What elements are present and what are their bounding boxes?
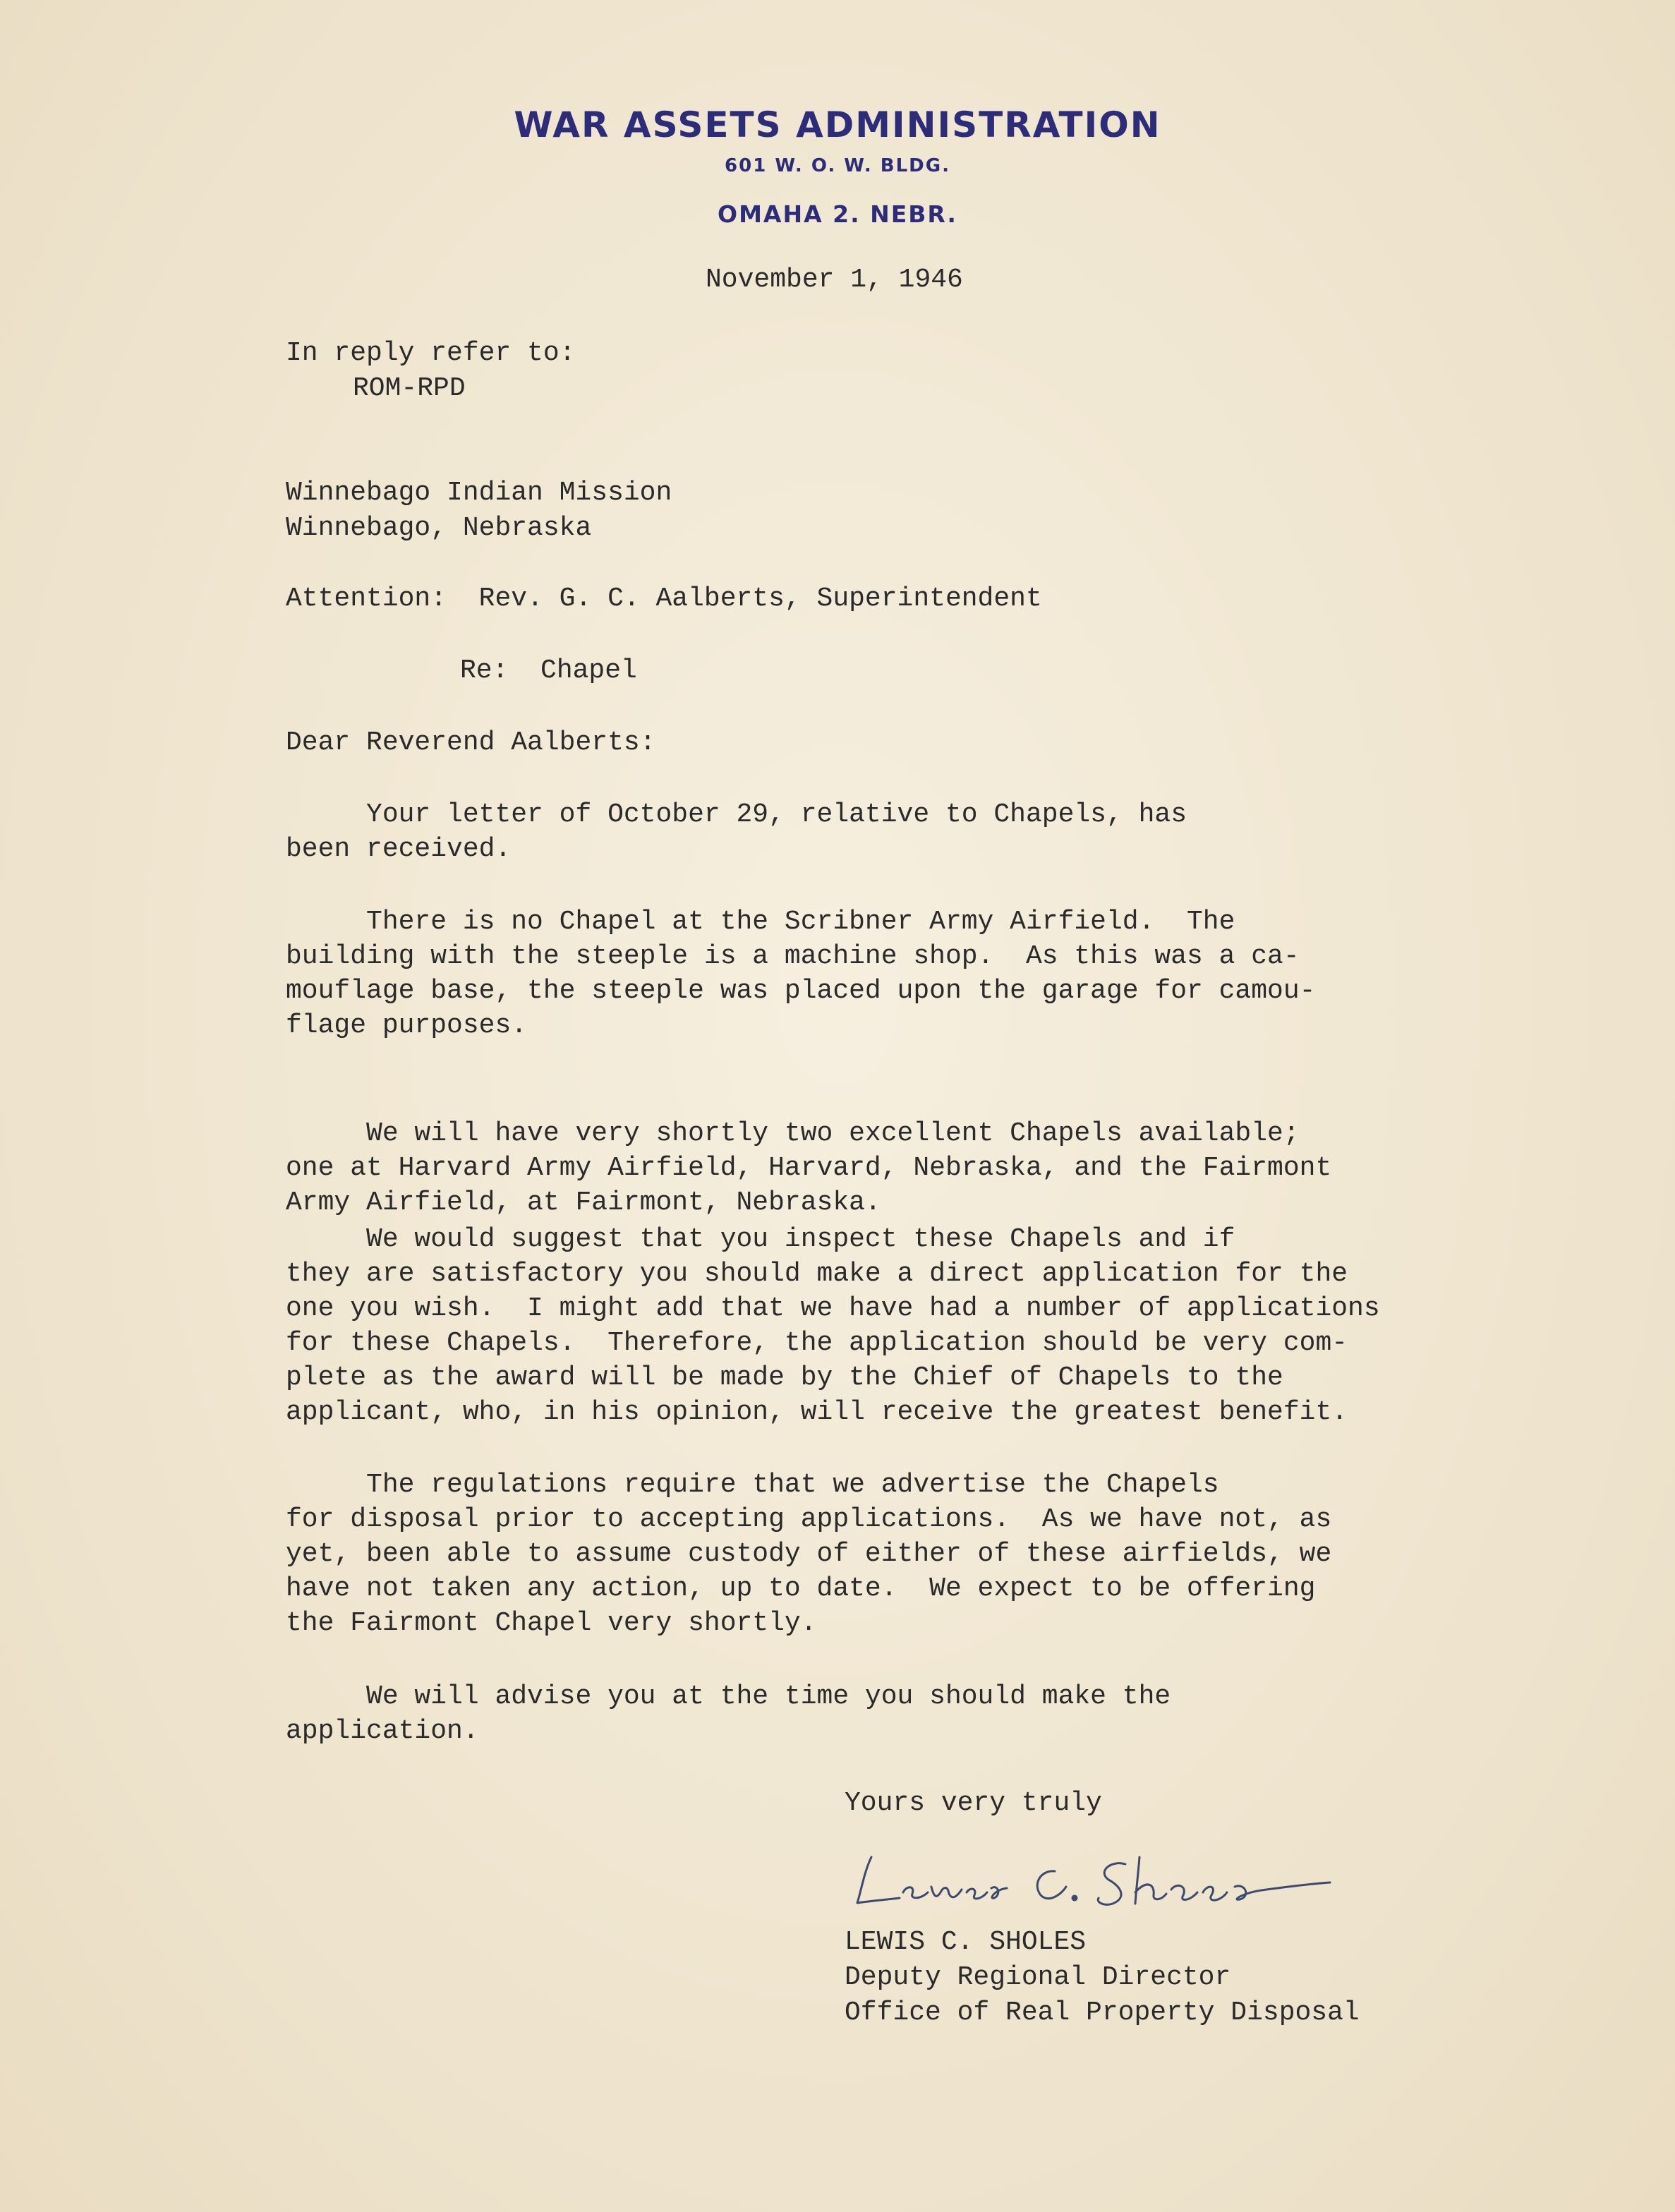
body-line: the Fairmont Chapel very shortly. bbox=[286, 1608, 817, 1638]
body-paragraph-6 bbox=[286, 1679, 1485, 1748]
recipient-name: Winnebago Indian Mission bbox=[286, 478, 672, 508]
letter-date: November 1, 1946 bbox=[706, 265, 963, 295]
body-line: We will have very shortly two excellent Chapels available; bbox=[286, 1118, 1300, 1149]
body-line: There is no Chapel at the Scribner Army Airfield. The bbox=[286, 907, 1235, 937]
subject-line: Re: Chapel bbox=[460, 655, 637, 686]
closing: Yours very truly bbox=[845, 1788, 1102, 1818]
signatory-office: Office of Real Property Disposal bbox=[845, 1998, 1360, 2028]
body-line: application. bbox=[286, 1716, 479, 1746]
body-line: Your letter of October 29, relative to Chapels, has bbox=[286, 799, 1187, 830]
body-line: We would suggest that you inspect these Chapels and if bbox=[286, 1224, 1235, 1255]
body-line: flage purposes. bbox=[286, 1010, 528, 1041]
body-line: Army Airfield, at Fairmont, Nebraska. bbox=[286, 1187, 881, 1218]
body-line: for these Chapels. Therefore, the application should be very com- bbox=[286, 1328, 1348, 1358]
body-line: building with the steeple is a machine shop. As this was a ca- bbox=[286, 941, 1300, 972]
letterhead-address-line2: OMAHA 2. NEBR. bbox=[718, 200, 957, 228]
recipient-city: Winnebago, Nebraska bbox=[286, 513, 592, 543]
body-line: plete as the award will be made by the Chief of Chapels to the bbox=[286, 1362, 1283, 1393]
salutation: Dear Reverend Aalberts: bbox=[286, 727, 656, 758]
attention-line: Attention: Rev. G. C. Aalberts, Superintendent bbox=[286, 584, 1042, 614]
body-line: mouflage base, the steeple was placed upon the garage for camou- bbox=[286, 976, 1316, 1006]
body-line: they are satisfactory you should make a direct application for the bbox=[286, 1259, 1348, 1289]
reference-code: ROM-RPD bbox=[353, 373, 466, 404]
signatory-name: LEWIS C. SHOLES bbox=[845, 1927, 1087, 1957]
letterhead-address-line1: 601 W. O. W. BLDG. bbox=[725, 155, 950, 176]
body-paragraph-1 bbox=[286, 797, 1485, 866]
body-line: one at Harvard Army Airfield, Harvard, Nebraska, and the Fairmont bbox=[286, 1153, 1332, 1183]
body-line: yet, been able to assume custody of either of these airfields, we bbox=[286, 1539, 1332, 1569]
body-line: been received. bbox=[286, 834, 512, 864]
handwritten-signature bbox=[850, 1843, 1344, 1921]
letterhead-organization: WAR ASSETS ADMINISTRATION bbox=[514, 104, 1161, 145]
body-line: for disposal prior to accepting applications. As we have not, as bbox=[286, 1504, 1332, 1535]
body-line: The regulations require that we advertise the Chapels bbox=[286, 1470, 1219, 1500]
reference-label: In reply refer to: bbox=[286, 338, 576, 368]
body-paragraph-5 bbox=[286, 1468, 1485, 1640]
body-line: applicant, who, in his opinion, will receive the greatest benefit. bbox=[286, 1397, 1348, 1427]
body-paragraph-4 bbox=[286, 1222, 1485, 1430]
body-line: We will advise you at the time you should make the bbox=[286, 1681, 1171, 1712]
body-paragraph-3 bbox=[286, 1116, 1485, 1220]
signatory-title: Deputy Regional Director bbox=[845, 1962, 1231, 1993]
body-line: have not taken any action, up to date. We expect to be offering bbox=[286, 1573, 1316, 1604]
body-line: one you wish. I might add that we have had a number of applications bbox=[286, 1293, 1380, 1324]
body-paragraph-2 bbox=[286, 905, 1485, 1043]
